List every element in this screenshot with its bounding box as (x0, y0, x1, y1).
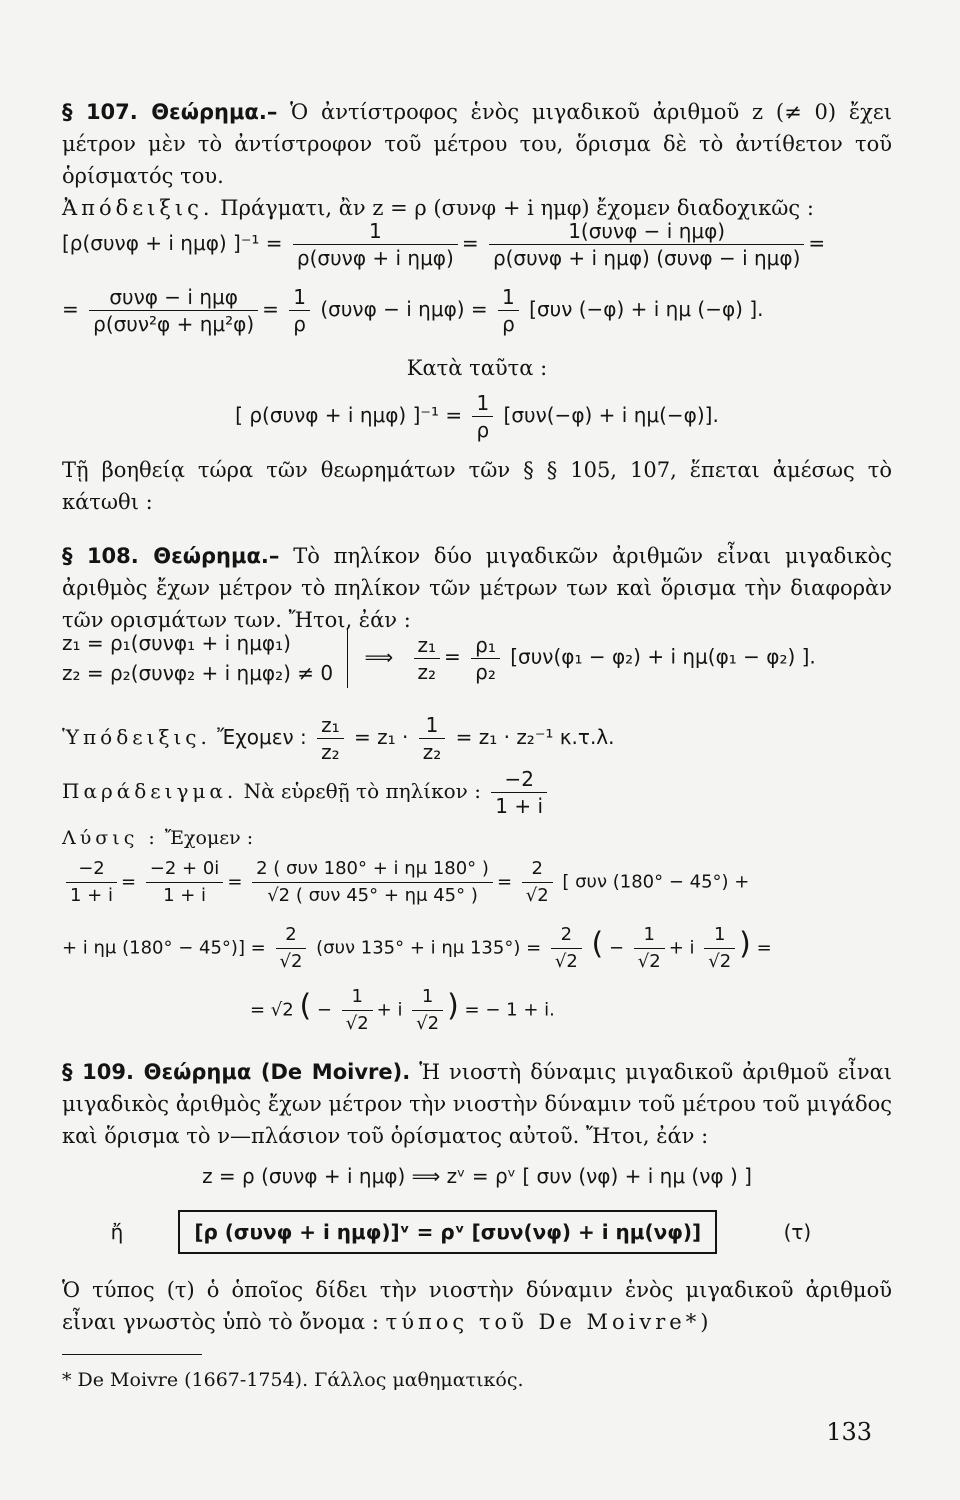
theorem-108-text: Τὸ πηλίκον δύο μιγαδικῶν ἀριθμῶν εἶναι μιγαδικὸς ἀριθμὸς ἔχων μέτρον τὸ πηλίκον τῶν μέτρων των καὶ ὅρισμα τὴν διαφορὰν τῶν ορισμάτων των. Ἤτοι, ἐάν : (62, 544, 892, 632)
after-107-text: Τῇ βοηθείᾳ τώρα τῶν θεωρημάτων τῶν § § 105, 107, ἕπεται ἀμέσως τὸ κάτωθι : (62, 458, 892, 514)
formula-tag: (τ) (783, 1220, 812, 1244)
denominator: ρ(συνφ + i ημφ) (296, 246, 454, 270)
fraction: $\frac{1}{\rho}$ (472, 390, 493, 443)
fraction (252, 856, 493, 909)
numerator: 1(συνφ − i ημφ) (489, 218, 804, 245)
closing-text (62, 1274, 892, 1338)
solution-label: Λύσις : (62, 827, 159, 849)
heading-108: § 108. Θεώρημα.– (62, 544, 280, 568)
heading-107: § 107. Θεώρημα.– (62, 100, 278, 124)
fraction: $\frac{1}{\rho}$ (289, 284, 310, 337)
theorem-109-text: Ἡ νιοστὴ δύναμις μιγαδικοῦ ἀριθμοῦ εἶναι μιγαδικὸς ἀριθμὸς ἔχων μέτρον τὴν νιοστὴν δύναμιν τοῦ μέτρου τοῦ μιγάδος καὶ ὅρισμα τὸ ν—πλάσιον τοῦ ὁρίσματος αὐτοῦ. Ἤτοι, ἐάν : (62, 1060, 893, 1148)
denominator: 1 + i (70, 885, 113, 906)
numerator: 2 (276, 922, 307, 949)
theorem-107-text: Ὁ ἀντίστροφος ἑνὸς μιγαδικοῦ ἀριθμοῦ z (≠ 0) ἔχει μέτρον μὲν τὸ ἀντίστροφον τοῦ μέτρου του, ὅρισμα δὲ τὸ ἀντίθετον τοῦ ὁρίσματός του. (62, 100, 892, 188)
de-moivre-formula: [ρ (συνφ + i ημφ)]ᵛ = ρᵛ [συν(νφ) + i ημ(νφ)] (178, 1210, 717, 1254)
numerator: −2 (66, 856, 117, 883)
denominator: √2 (345, 1013, 369, 1034)
section-108 (62, 540, 892, 636)
eq-part: [συν (−φ) + i ημ (−φ) ]. (529, 297, 764, 321)
numerator: 2 ( συν 180° + i ημ 180° ) (252, 856, 493, 883)
numerator: 2 (522, 856, 553, 883)
fraction (414, 632, 441, 685)
z2-def: z₂ = ρ₂(συνφ₂ + i ημφ₂) ≠ 0 (62, 661, 334, 685)
solution-line1: $\frac{-2}{1 + i}$ = $\frac{-2 + 0i}{1 + i}$ = $\frac{\text{2 ( συν 180° + i ημ 180° )}}{\text{√2 ( συν 45° + ημ 45° )}}$ = $\frac{2}{√2}$ [ συν (180° − 45°) + (62, 856, 892, 909)
numerator: ρ₁ (471, 632, 500, 659)
denominator: √2 (416, 1013, 440, 1034)
denominator: z₂ (417, 659, 437, 684)
proof-text: Πράγματι, ἂν z = ρ (συνφ + i ημφ) ἔχομεν διαδοχικῶς : (220, 196, 814, 220)
equation-109-line1: z = ρ (συνφ + i ημφ) ⟹ zᵛ = ρᵛ [ συν (νφ) + i ημ (νφ ) ] (202, 1164, 752, 1188)
fraction: $\frac{1}{\text{z₂}}$ (419, 712, 446, 765)
equation-107-line2: = $\frac{\text{συνφ − i ημφ}}{\text{ρ(συν²φ + ημ²φ)}}$ = $\frac{1}{\rho}$ (συνφ − i ημφ) = $\frac{1}{\rho}$ [συν (−φ) + i ημ (−φ) ]. (62, 285, 764, 336)
theorem-109 (62, 1056, 892, 1152)
numerator: z₁ (414, 632, 441, 659)
fraction (276, 922, 307, 975)
fraction (489, 218, 804, 271)
solution-line3: = √2 ( − $\frac{1}{√2}$ + i $\frac{1}{√2}$ ) = − 1 + i. (250, 984, 850, 1037)
eq-part: [ ρ(συνφ + i ημφ) ]⁻¹ = (235, 403, 463, 427)
page-number: 133 (826, 1418, 872, 1446)
denominator: ρ(συνφ + i ημφ) (συνφ − i ημφ) (492, 246, 801, 270)
numerator: −2 (491, 766, 547, 793)
denominator: √2 (525, 885, 549, 906)
numerator: 1 (634, 922, 665, 949)
numerator: −2 + 0i (146, 856, 224, 883)
theorem-108 (62, 540, 892, 636)
eq-part: = z₁ · z₂⁻¹ κ.τ.λ. (455, 725, 615, 749)
eq-part: [ρ(συνφ + i ημφ) ]⁻¹ = (62, 231, 283, 255)
fraction (551, 922, 582, 975)
numerator: 1 (412, 984, 443, 1011)
fraction (634, 922, 665, 975)
equation-107-line1: [ρ(συνφ + i ημφ) ]⁻¹ = $\frac{1}{\text{ρ(συνφ + i ημφ)}}$ = $\frac{\text{1(συνφ − i ημφ)}}{\text{ρ(συνφ + i ημφ) (συνφ − i ημφ)}}$ = (62, 219, 826, 270)
denominator: √2 (637, 951, 661, 972)
section-109 (62, 1056, 892, 1152)
closing-109 (62, 1274, 892, 1338)
solution-text: Ἔχομεν : (164, 827, 254, 849)
denominator: √2 (279, 951, 303, 972)
formula-name: τύπος τοῦ De Moivre*) (385, 1310, 713, 1334)
fraction (412, 984, 443, 1037)
solution-line2: + i ημ (180° − 45°)] = $\frac{2}{√2}$ (συν 135° + i ημ 135°) = $\frac{2}{√2}$ ( − $\frac{1}{√2}$ + i $\frac{1}{√2}$ ) = (62, 922, 892, 975)
eq-part: = z₁ · (354, 725, 409, 749)
fraction (293, 218, 458, 271)
hint-text: Ἔχομεν : (217, 725, 307, 749)
denominator: 1 + i (495, 794, 544, 818)
equation-108: z₁ = ρ₁(συνφ₁ + i ημφ₁) z₂ = ρ₂(συνφ₂ + i ημφ₂) ≠ 0 ⟹ $\frac{\text{z₁}}{\text{z₂}}$ = $\frac{\text{ρ₁}}{\text{ρ₂}}$ [συν(φ₁ − φ₂) + i ημ(φ₁ − φ₂) ]. (62, 628, 892, 688)
equation-107-inverse (62, 390, 892, 443)
eq-part: [συν(−φ) + i ημ(−φ)]. (503, 403, 719, 427)
example-108 (62, 766, 892, 819)
fraction: $\frac{1}{\rho}$ (498, 284, 519, 337)
fraction (491, 766, 547, 819)
implies-arrow: ⟹ (364, 644, 394, 669)
fraction (66, 856, 117, 909)
numerator: 2 (551, 922, 582, 949)
eq-part: (συνφ − i ημφ) = (320, 297, 488, 321)
or-word: ἤ (110, 1220, 124, 1244)
fraction (89, 284, 258, 337)
eq-part: = − 1 + i. (464, 999, 555, 1021)
example-text: Νὰ εὑρεθῇ τὸ πηλίκον : (243, 779, 481, 803)
eq-part: (συν 135° + i ημ 135°) = (316, 937, 542, 959)
denominator: √2 (554, 951, 578, 972)
eq-part: [συν(φ₁ − φ₂) + i ημ(φ₁ − φ₂) ]. (510, 644, 816, 669)
denominator: ρ(συν²φ + ημ²φ) (93, 312, 255, 336)
solution-label-line (62, 822, 892, 854)
eq-part: = √2 (250, 999, 294, 1021)
example-label: Παράδειγμα. (62, 779, 238, 803)
numerator: 1 (704, 922, 735, 949)
theorem-107 (62, 96, 892, 192)
fraction (342, 984, 373, 1037)
footnote-rule (62, 1354, 202, 1355)
section-107 (62, 96, 892, 224)
hint-label: Ὑπόδειξις. (62, 725, 211, 749)
numerator: 1 (293, 218, 458, 245)
denominator: √2 ( συν 45° + ημ 45° ) (267, 885, 478, 906)
numerator: 1 (342, 984, 373, 1011)
proof-label: Ἀπόδειξις. (62, 196, 214, 220)
footnote: * De Moivre (1667-1754). Γάλλος μαθηματικός. (62, 1369, 524, 1391)
after-107 (62, 454, 892, 518)
equation-109-boxed-line (62, 1210, 892, 1254)
fraction (471, 632, 500, 685)
fraction: $\frac{\text{z₁}}{\text{z₂}}$ (317, 712, 344, 765)
denominator: 1 + i (163, 885, 207, 906)
eq-part: + i ημ (180° − 45°)] = (62, 937, 266, 959)
z-definitions (62, 628, 348, 688)
kata-tauta: Κατὰ ταῦτα : (406, 356, 548, 380)
z1-def: z₁ = ρ₁(συνφ₁ + i ημφ₁) (62, 631, 291, 655)
fraction (704, 922, 735, 975)
numerator: συνφ − i ημφ (89, 284, 258, 311)
fraction (522, 856, 553, 909)
denominator: √2 (708, 951, 732, 972)
eq-part: [ συν (180° − 45°) + (562, 871, 750, 893)
fraction (146, 856, 224, 909)
heading-109: § 109. Θεώρημα (De Moivre). (62, 1060, 411, 1084)
hint-108 (62, 712, 892, 765)
denominator: ρ₂ (475, 659, 496, 684)
closing-sentence: Ὁ τύπος (τ) ὁ ὁποῖος δίδει τὴν νιοστὴν δύναμιν ἑνὸς μιγαδικοῦ ἀριθμοῦ εἶναι γνωστὸς ὑπὸ τὸ ὄνομα : (62, 1278, 892, 1334)
